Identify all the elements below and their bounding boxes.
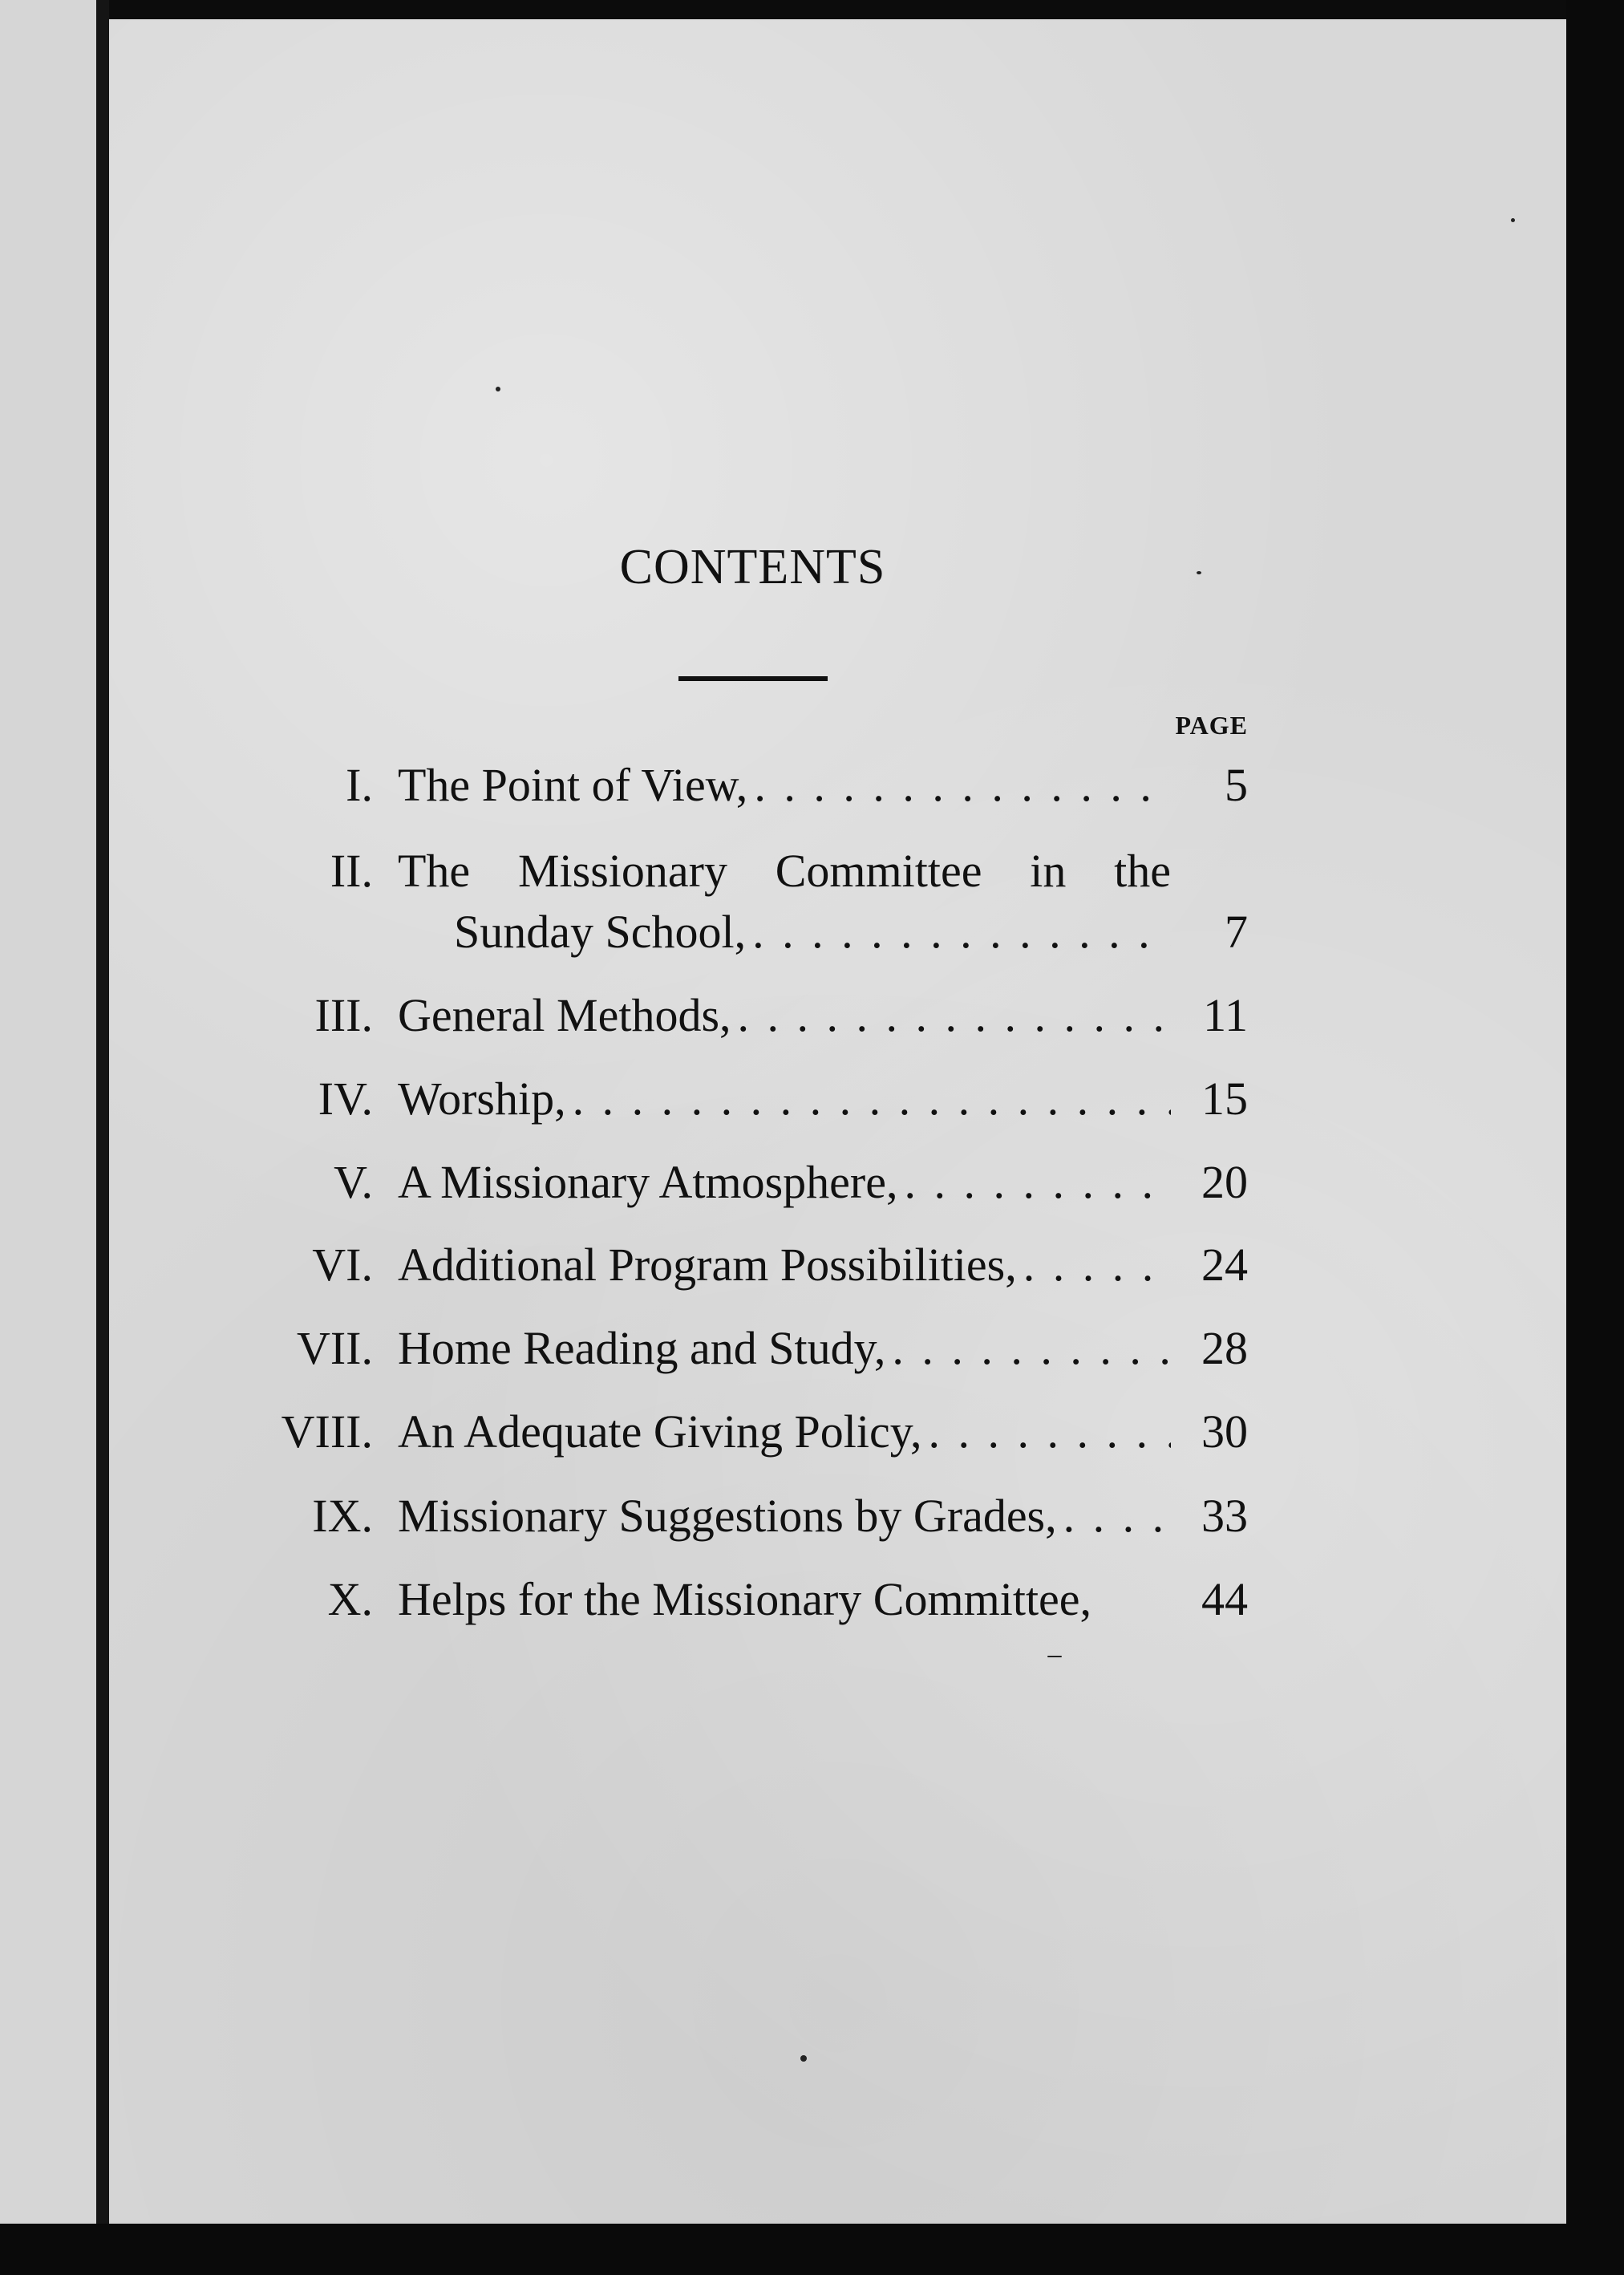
chapter-title-continued: Sunday School, (454, 906, 747, 958)
chapter-page: 33 (1201, 1490, 1248, 1542)
dot-leader (1063, 1489, 1171, 1543)
chapter-title: An Adequate Giving Policy, (398, 1405, 922, 1458)
facing-page-edge (0, 0, 96, 2275)
bottom-dark-edge (0, 2224, 1624, 2275)
speck (1511, 218, 1515, 222)
page-gutter (96, 0, 109, 2275)
dot-leader (738, 988, 1171, 1042)
chapter-title: General Methods, (398, 989, 731, 1041)
right-dark-edge (1566, 0, 1624, 2275)
toc-entry-continuation (0, 905, 1624, 961)
chapter-title-line (398, 1321, 1171, 1375)
chapter-number: V. (334, 1156, 373, 1208)
toc-entry (0, 1572, 1624, 1628)
chapter-title-line (398, 1572, 1171, 1626)
chapter-title: The Point of View, (398, 759, 748, 811)
toc-entry (0, 1321, 1624, 1377)
chapter-title: A Missionary Atmosphere, (398, 1156, 898, 1208)
toc-entry (0, 1238, 1624, 1294)
chapter-number: X. (327, 1573, 373, 1625)
chapter-number: IV. (318, 1073, 373, 1125)
chapter-page: 7 (1225, 906, 1248, 958)
dot-leader (754, 758, 1171, 812)
chapter-number: VII. (296, 1322, 373, 1374)
toc-entry (0, 844, 1624, 900)
toc-entry (0, 988, 1624, 1044)
chapter-title: Missionary Suggestions by Grades, (398, 1490, 1057, 1542)
dot-leader (752, 905, 1171, 959)
speck (800, 2055, 807, 2062)
speck (1047, 1656, 1062, 1657)
chapter-page: 15 (1201, 1073, 1248, 1125)
chapter-number: VI. (312, 1239, 373, 1291)
speck (496, 387, 500, 391)
chapter-title: Additional Program Possibilities, (398, 1239, 1017, 1291)
chapter-title-line (454, 905, 1171, 959)
toc-entry (0, 1072, 1624, 1128)
toc-entry (0, 758, 1624, 814)
chapter-page: 20 (1201, 1156, 1248, 1208)
chapter-title-line (398, 1489, 1171, 1543)
chapter-title-line (398, 1238, 1171, 1292)
dot-leader (904, 1155, 1171, 1209)
chapter-page: 5 (1225, 759, 1248, 811)
chapter-title-line (398, 758, 1171, 812)
dot-leader (1023, 1238, 1171, 1292)
chapter-title-line (398, 1155, 1171, 1209)
chapter-title: Worship, (398, 1073, 566, 1125)
chapter-title-line (398, 1405, 1171, 1458)
chapter-number: VIII. (281, 1405, 373, 1458)
chapter-title-line (398, 1072, 1171, 1125)
title-rule (678, 676, 828, 681)
chapter-page: 24 (1201, 1239, 1248, 1291)
chapter-number: II. (330, 845, 373, 897)
dot-leader (929, 1405, 1172, 1458)
contents-title: CONTENTS (619, 540, 886, 594)
chapter-title: Helps for the Missionary Committee, (398, 1573, 1092, 1625)
page-column-heading: PAGE (1175, 711, 1248, 740)
toc-entry (0, 1405, 1624, 1461)
dot-leader (573, 1072, 1171, 1125)
chapter-page: 30 (1201, 1405, 1248, 1458)
chapter-number: I. (346, 759, 373, 811)
chapter-number: IX. (312, 1490, 373, 1542)
chapter-page: 11 (1203, 989, 1248, 1041)
chapter-title: Home Reading and Study, (398, 1322, 886, 1374)
toc-entry (0, 1155, 1624, 1211)
chapter-number: III. (314, 989, 373, 1041)
toc-entry (0, 1489, 1624, 1545)
chapter-title: The Missionary Committee in the (398, 845, 1171, 897)
chapter-page: 28 (1201, 1322, 1248, 1374)
chapter-title-line (398, 988, 1171, 1042)
dot-leader (892, 1321, 1171, 1375)
chapter-page: 44 (1201, 1573, 1248, 1625)
